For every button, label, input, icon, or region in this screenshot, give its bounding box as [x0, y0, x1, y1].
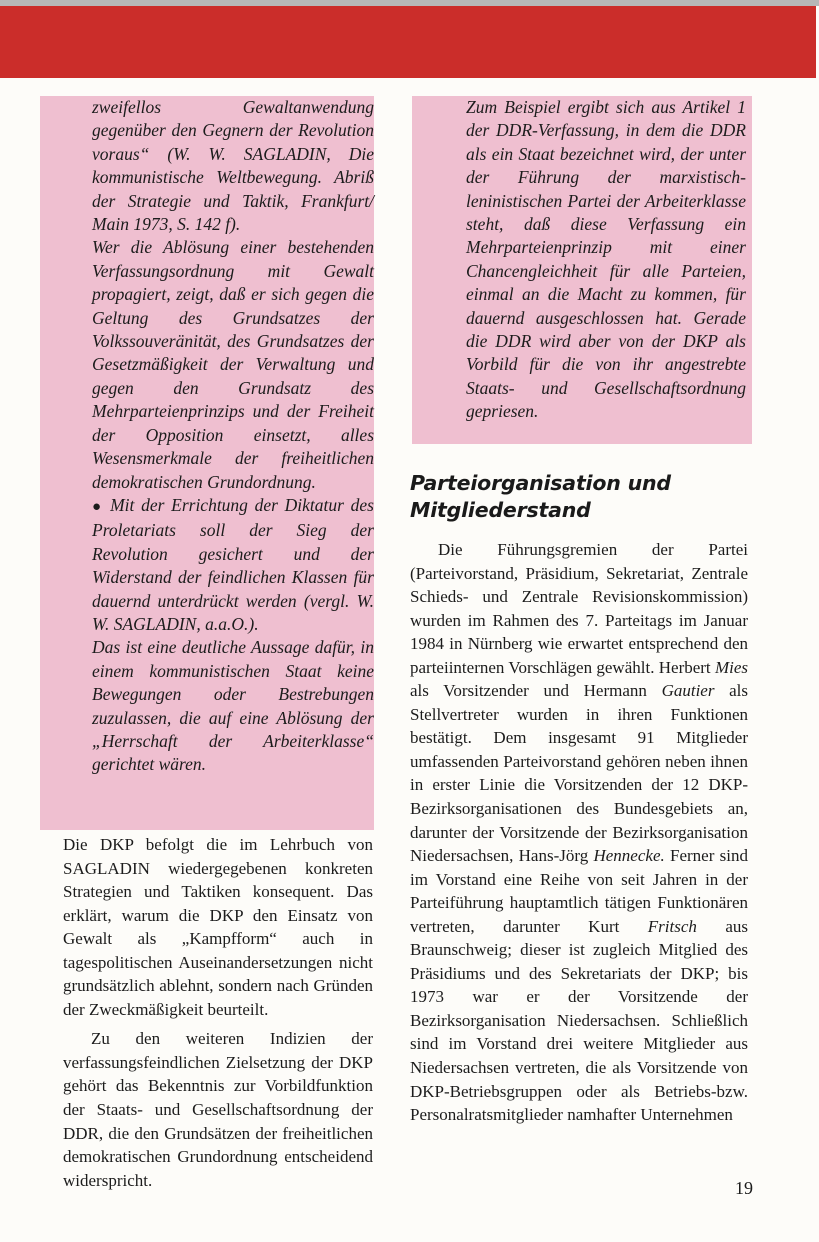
- left-quote-paragraph-4: Das ist eine deutliche Aussage dafür, in einem kommunistischen Staat keine Bewegungen oder Bestrebungen zuzulassen, die auf eine Ablösung der „Herrschaft der Arbeiterklasse“ gerichtet wären.: [92, 637, 374, 775]
- text-run: Ferner sind im Vorstand eine Reihe von seit Jahren in der Parteiführung hauptamtlich tätigen Funktionären vertreten, darunter Kurt: [410, 846, 748, 936]
- right-body-paragraph: [410, 538, 748, 1127]
- page-number: 19: [735, 1178, 753, 1198]
- right-quote-block: [466, 96, 746, 424]
- left-body-paragraph-1: Die DKP befolgt die im Lehrbuch von SAGLADIN wiedergegebenen konkreten Strategien und Taktiken konsequent. Das erklärt, warum die DKP den Einsatz von Gewalt als „Kampfform“ auch in tagespolitischen Auseinandersetzungen nicht grundsätzlich ablehnt, sondern nach Gründen der Zweckmäßigkeit beurteilt.: [63, 835, 373, 1019]
- right-body-text: [410, 538, 748, 1127]
- text-run: als Stellvertreter wurden in ihren Funktionen bestätigt. Dem insgesamt 91 Mitglieder umfassenden Parteivorstand gehören neben ihnen in erster Linie die Vorsitzenden der 12 DKP-Bezirksorganisationen des Bundesgebiets an, darunter der Vorsitzende der Bezirksorganisation Niedersachsen, Hans-Jörg: [410, 681, 748, 866]
- text-run: aus Braunschweig; dieser ist zugleich Mitglied des Präsidiums und des Sekretariats der DKP; bis 1973 war er der Vorsitzende der Bezirksorganisation Niedersachsen. Schließlich sind im Vorstand drei weitere Mitglieder aus Niedersachsen vertreten, die als Vorsitzende von DKP-Betriebsgruppen oder als Betriebs-bzw. Personalratsmitglieder namhafter Unternehmen: [410, 916, 748, 1125]
- text-run: Die Führungsgremien der Partei (Parteivorstand, Präsidium, Sekretariat, Zentrale Schieds- und Zentrale Revisionskommission) wurden im Rahmen des 7. Parteitags im Januar 1984 in Nürnberg wie erwartet entsprechend den parteiinternen Vorschlägen gewählt. Herbert: [410, 540, 748, 677]
- section-heading: Parteiorganisation und Mitgliederstand: [410, 471, 671, 522]
- left-quote-block: [92, 96, 374, 777]
- left-body-text: [63, 833, 373, 1192]
- left-quote-paragraph-1: zweifellos Gewaltanwendung gegenüber den Gegnern der Revolution voraus“ (W. W. SAGLADIN, Die kommunistische Weltbewegung. Abriß der Strategie und Taktik, Frankfurt/ Main 1973, S. 142 f).: [92, 97, 374, 235]
- header-color-bar: [0, 6, 816, 78]
- person-name: Gautier: [661, 681, 715, 701]
- right-quote-paragraph: Zum Beispiel ergibt sich aus Artikel 1 der DDR-Verfassung, in dem die DDR als ein Staat bezeichnet wird, der unter der Führung der marxistisch-leninistischen Partei der Arbeiterklasse steht, daß diese Verfassung ein Mehrparteienprinzip mit einer Chancengleichheit für alle Parteien, einmal an die Macht zu kommen, für dauernd ausgeschlossen hat. Gerade die DDR wird aber von der DKP als Vorbild für die von ihr angestrebte Staats- und Gesellschaftsordnung gepriesen.: [466, 97, 746, 422]
- person-name: Mies: [714, 657, 748, 677]
- left-quote-paragraph-3-text: Mit der Errichtung der Diktatur des Proletariats soll der Sieg der Revolution gesichert und der Widerstand der feindlichen Klassen für dauernd unterdrückt werden (vergl. W. W. SAGLADIN, a.a.O.).: [92, 494, 374, 634]
- left-body-paragraph-2: Zu den weiteren Indizien der verfassungsfeindlichen Zielsetzung der DKP gehört das Bekenntnis zur Vorbildfunktion der Staats- und Gesellschaftsordnung der DDR, die den Grundsätzen der freiheitlichen demokratischen Grundordnung entscheidend widerspricht.: [63, 1029, 373, 1190]
- text-run: als Vorsitzender und Hermann: [410, 681, 662, 701]
- person-name: Fritsch: [647, 916, 697, 936]
- person-name: Hennecke.: [593, 846, 665, 866]
- left-quote-paragraph-2: Wer die Ablösung einer bestehenden Verfassungsordnung mit Gewalt propagiert, zeigt, daß er sich gegen die Geltung des Grundsatzes der Volkssouveränität, des Grundsatzes der Gesetzmäßigkeit der Verwaltung und gegen den Grundsatz des Mehrparteienprinzips und der Freiheit der Opposition einsetzt, alles Wesensmerkmale der freiheitlichen demokratischen Grundordnung.: [92, 237, 374, 492]
- bullet-icon: ●: [92, 498, 104, 515]
- left-quote-paragraph-3: [92, 494, 374, 636]
